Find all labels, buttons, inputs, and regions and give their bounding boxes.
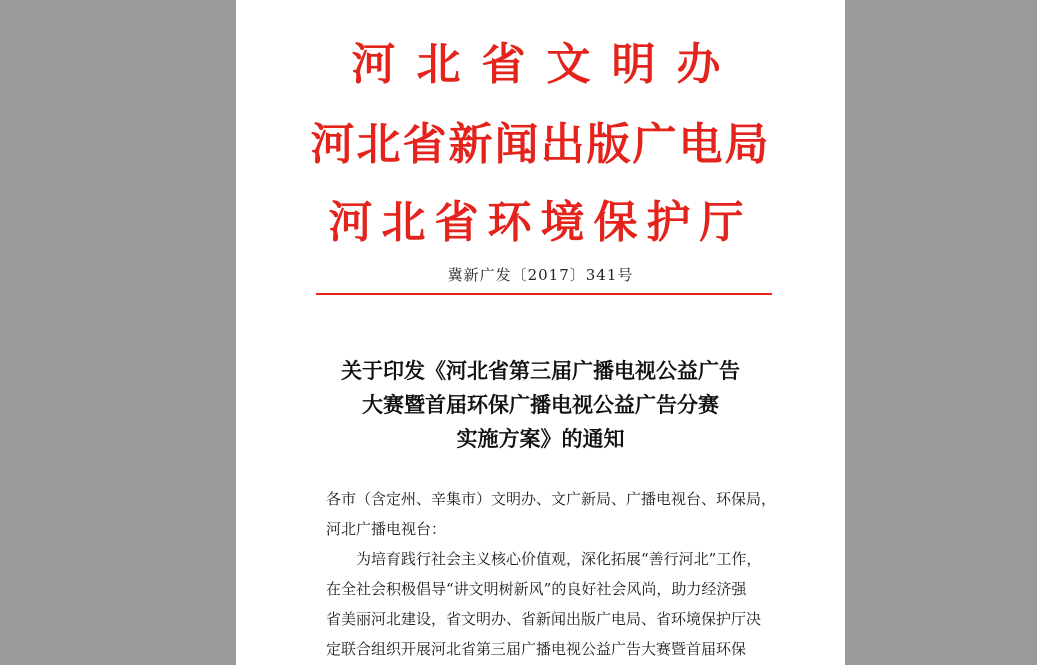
issuer-line-2: 河北省新闻出版广电局 [310, 119, 771, 170]
document-number: 冀新广发〔2017〕341号 [447, 266, 634, 284]
notice-title [236, 354, 845, 456]
paragraph-line-3: 省美丽河北建设，省文明办、省新闻出版广电局、省环境保护厅决 [326, 610, 762, 628]
paragraph-line-1: 为培育践行社会主义核心价值观，深化拓展“善行河北”工作， [356, 550, 762, 568]
title-line-3: 实施方案》的通知 [456, 426, 625, 451]
paragraph-line-2: 在全社会积极倡导“讲文明树新风”的良好社会风尚，助力经济强 [326, 580, 747, 598]
red-divider-line [316, 293, 772, 295]
paragraph-line-4: 定联合组织开展河北省第三届广播电视公益广告大赛暨首届环保 [326, 640, 747, 658]
document-page [236, 0, 845, 665]
issuer-line-3: 河北省环境保护厅 [328, 197, 753, 248]
salutation-line-1: 各市（含定州、辛集市）文明办、文广新局、广播电视台、环保局， [326, 490, 777, 508]
salutation-line-2: 河北广播电视台： [326, 520, 447, 538]
notice-body [326, 484, 796, 664]
issuer-line-1: 河北省文明办 [351, 39, 742, 90]
title-line-2: 大赛暨首届环保广播电视公益广告分赛 [362, 392, 719, 417]
title-line-1: 关于印发《河北省第三届广播电视公益广告 [341, 358, 740, 383]
